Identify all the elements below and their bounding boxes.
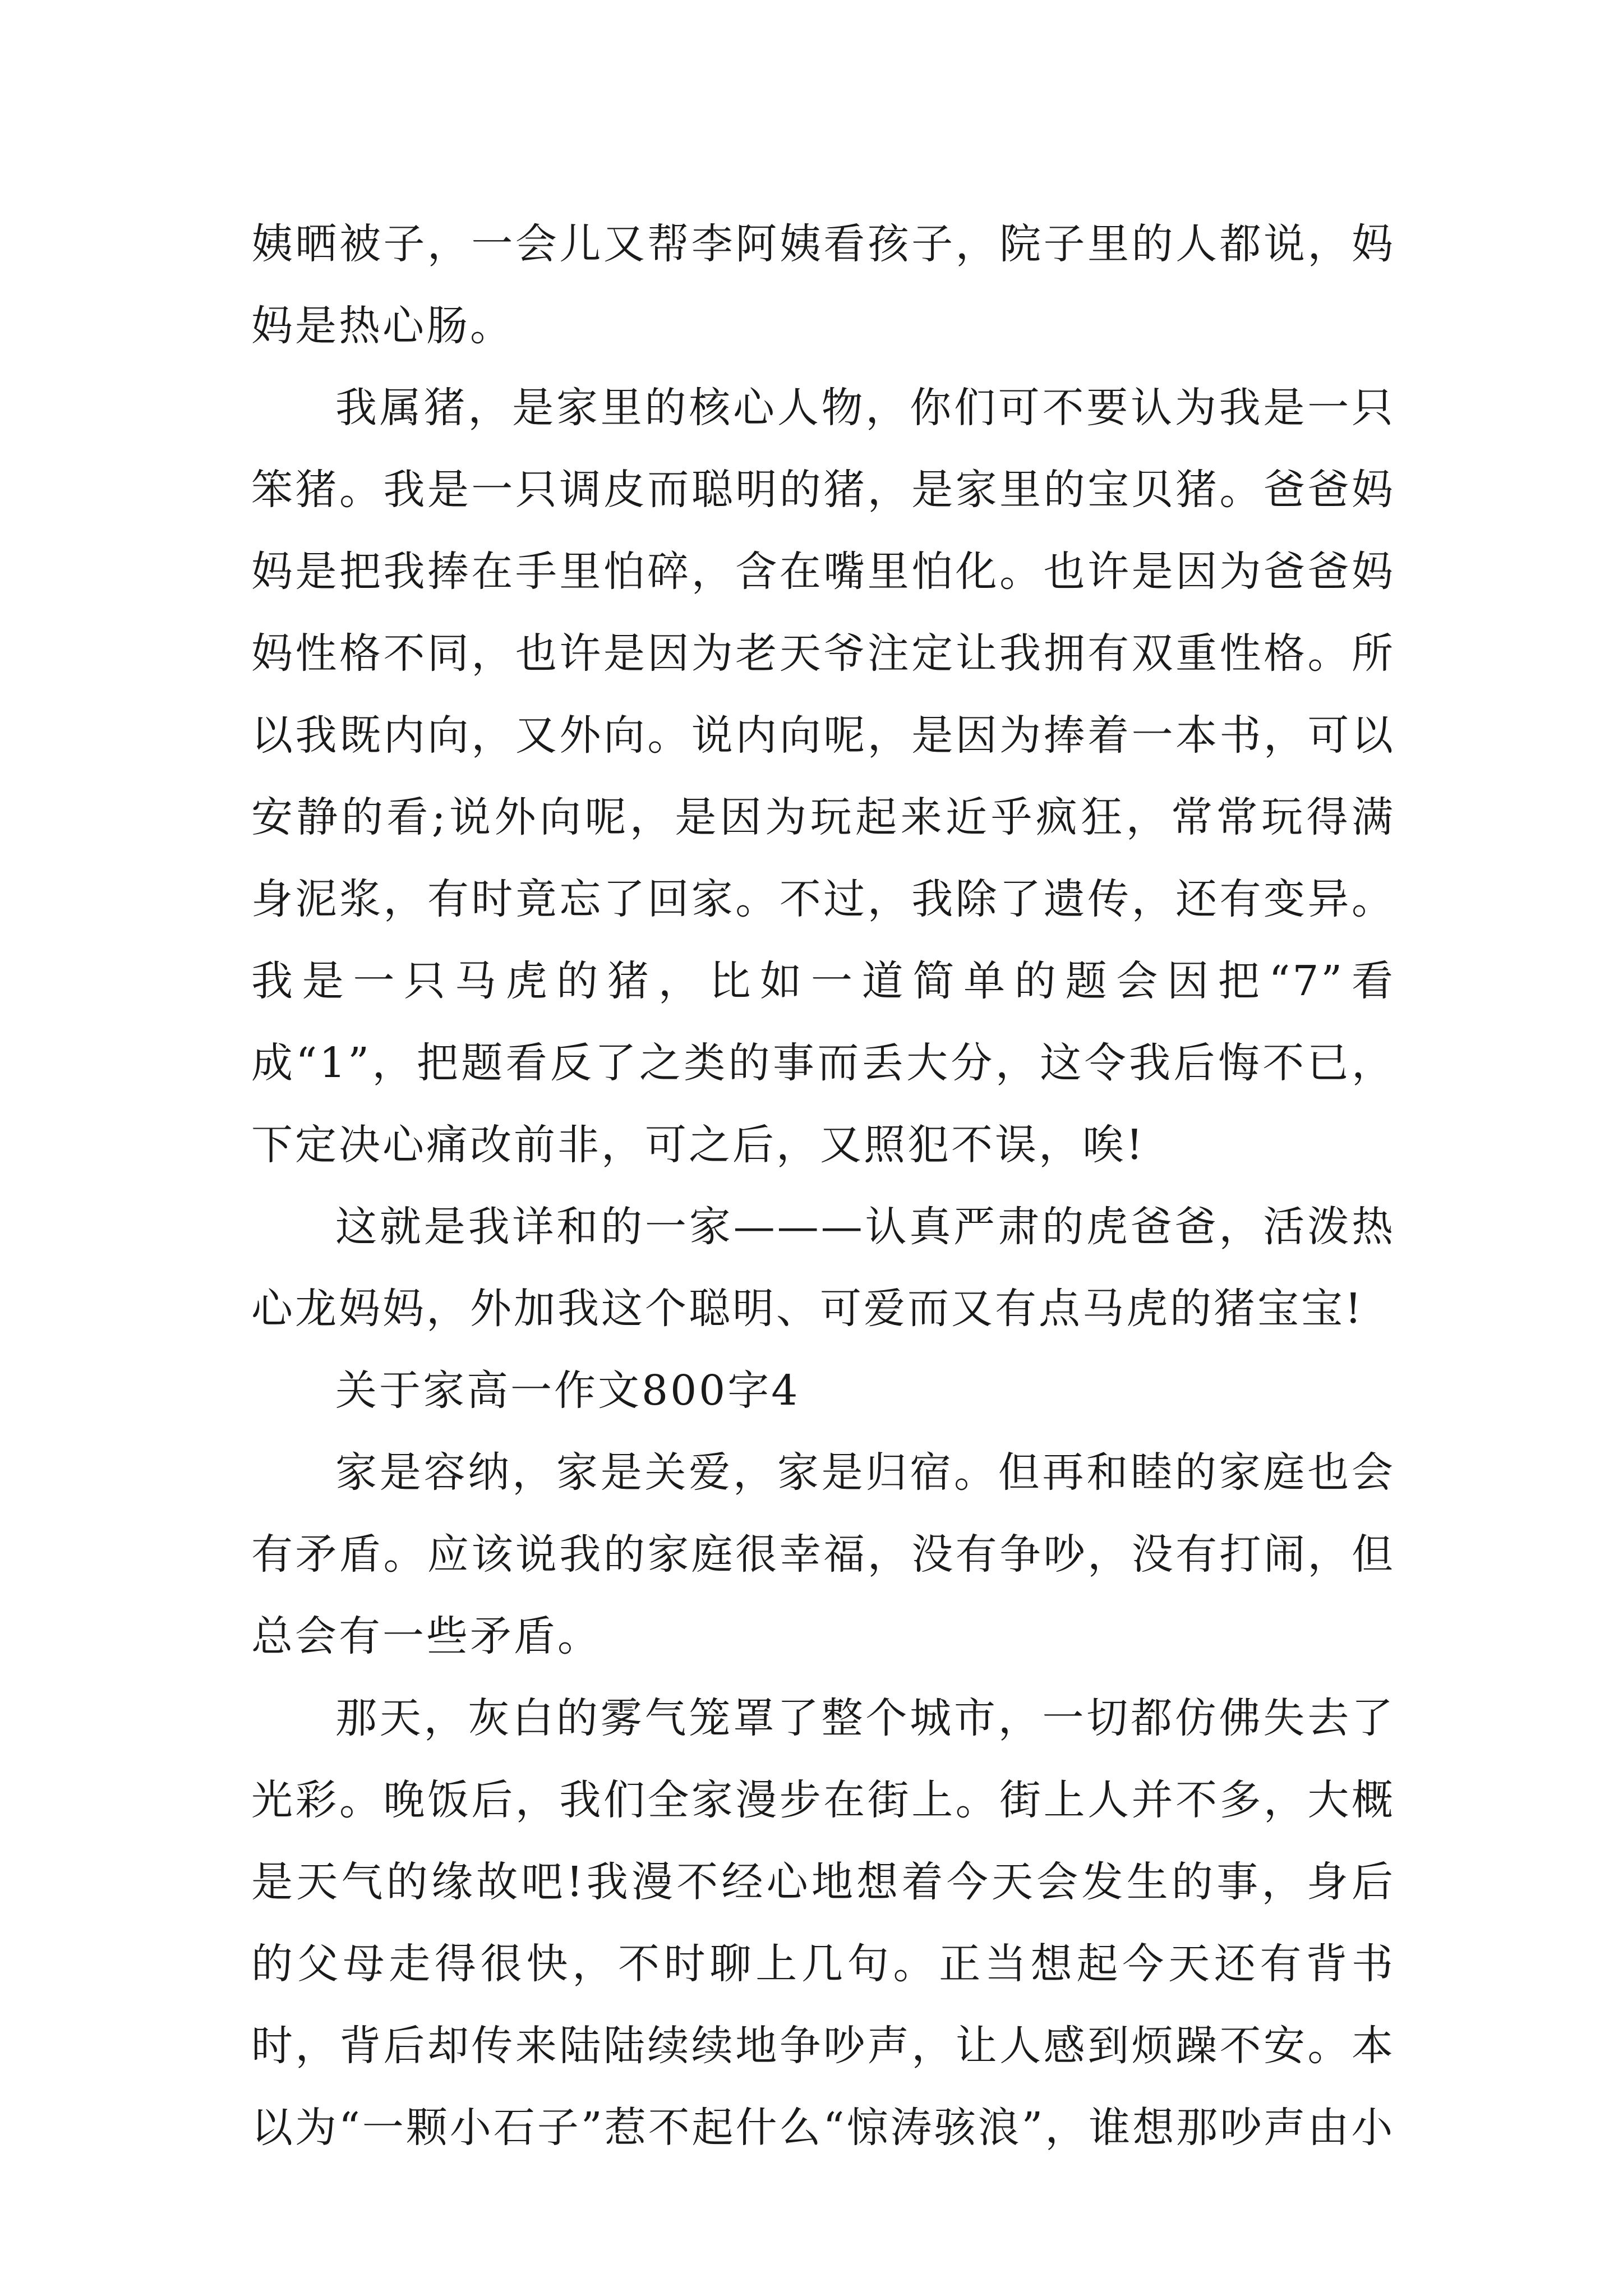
paragraph-continuation: 姨晒被子，一会儿又帮李阿姨看孩子，院子里的人都说，妈妈是热心肠。 <box>251 220 1395 350</box>
paragraph-family-summary: 这就是我详和的一家———认真严肃的虎爸爸，活泼热心龙妈妈，外加我这个聪明、可爱而又有点马虎的猪宝宝! <box>251 1203 1395 1333</box>
paragraph-foggy-day: 那天，灰白的雾气笼罩了整个城市，一切都仿佛失去了光彩。晚饭后，我们全家漫步在街上。街上人并不多，大概是天气的缘故吧!我漫不经心地想着今天会发生的事，身后的父母走得很快，不时聊上几句。正当想起今天还有背书时，背后却传来陆陆续续地争吵声，让人感到烦躁不安。本以为“一颗小石子”惹不起什么“惊涛骇浪”，谁想那吵声由小 <box>251 1694 1395 2152</box>
paragraph-pig-self: 我属猪，是家里的核心人物，你们可不要认为我是一只笨猪。我是一只调皮而聪明的猪，是家里的宝贝猪。爸爸妈妈是把我捧在手里怕碎，含在嘴里怕化。也许是因为爸爸妈妈性格不同，也许是因为老天爷注定让我拥有双重性格。所以我既内向，又外向。说内向呢，是因为捧着一本书，可以安静的看;说外向呢，是因为玩起来近乎疯狂，常常玩得满身泥浆，有时竟忘了回家。不过，我除了遗传，还有变异。我是一只马虎的猪，比如一道简单的题会因把“7”看成“1”，把题看反了之类的事而丢大分，这令我后悔不已，下定决心痛改前非，可之后，又照犯不误，唉! <box>251 384 1395 1169</box>
article-body <box>251 203 1395 2169</box>
section-heading: 关于家高一作文800字4 <box>335 1366 800 1415</box>
paragraph-home-intro: 家是容纳，家是关爱，家是归宿。但再和睦的家庭也会有矛盾。应该说我的家庭很幸福，没有争吵，没有打闹，但总会有一些矛盾。 <box>251 1448 1395 1660</box>
